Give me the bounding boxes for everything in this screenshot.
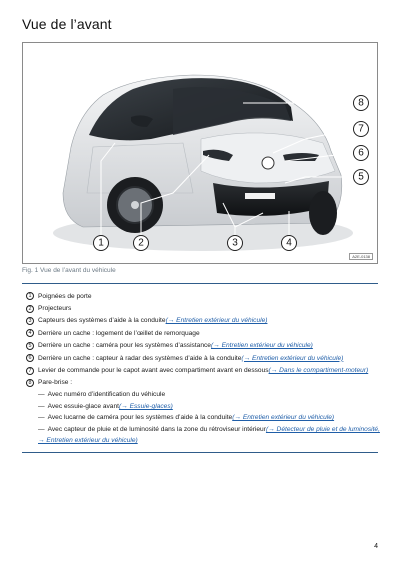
- page-number: 4: [374, 543, 378, 550]
- callout-5: [354, 170, 369, 185]
- item-text: Derrière un cache : capteur à radar des systèmes d’aide à la conduite: [38, 354, 242, 362]
- list-item: [26, 290, 376, 302]
- cross-reference-link[interactable]: (→ Entretien extérieur du véhicule): [165, 317, 268, 325]
- sub-list-item: [26, 412, 376, 424]
- item-number: 5: [26, 342, 34, 350]
- callout-7: [354, 122, 369, 137]
- item-text: Derrière un cache : caméra pour les systèmes d’assistance: [38, 342, 211, 350]
- svg-text:7: 7: [358, 123, 364, 135]
- list-item: [26, 315, 376, 327]
- callout-3: [228, 236, 243, 251]
- sub-item-text: Avec numéro d’identification du véhicule: [47, 391, 166, 399]
- sub-item-text: Avec essuie-glace avant: [47, 402, 119, 410]
- dash-bullet: —: [38, 402, 45, 410]
- sub-item-text: Avec capteur de pluie et de luminosité dans la zone du rétroviseur intérieur: [47, 425, 266, 433]
- svg-text:5: 5: [358, 171, 364, 183]
- item-text: Poignées de porte: [38, 292, 92, 300]
- list-item: [26, 340, 376, 352]
- item-number: 1: [26, 292, 34, 300]
- list-item: [26, 327, 376, 339]
- sub-list-item: [26, 424, 380, 436]
- list-item: [26, 377, 376, 389]
- callout-1: [94, 236, 109, 251]
- list-item: [26, 364, 376, 376]
- callout-2: [134, 236, 149, 251]
- svg-text:6: 6: [358, 147, 364, 159]
- divider-top: [22, 283, 378, 284]
- divider-bottom: [22, 452, 378, 453]
- callout-4: [282, 236, 297, 251]
- item-number: 3: [26, 317, 34, 325]
- rear-wheel: [309, 191, 337, 235]
- svg-text:8: 8: [358, 97, 364, 109]
- item-text: Derrière un cache : logement de l’œillet de remorquage: [38, 329, 200, 337]
- cross-reference-link[interactable]: (→ Essuie-glaces): [118, 402, 173, 410]
- list-item: [26, 352, 376, 364]
- cross-reference-link[interactable]: (→ Entretien extérieur du véhicule): [210, 342, 313, 350]
- cross-reference-link[interactable]: (→ Dans le compartiment-moteur): [268, 367, 369, 375]
- callout-8: [354, 96, 369, 111]
- cross-reference-link[interactable]: (→ Entretien extérieur du véhicule): [232, 414, 335, 422]
- dash-bullet: —: [38, 414, 45, 422]
- item-text: Capteurs des systèmes d’aide à la conduite: [38, 317, 166, 325]
- cross-reference-link[interactable]: (→ Détecteur de pluie et de luminosité,: [265, 425, 380, 433]
- callout-6: [354, 146, 369, 161]
- sub-list-item: [26, 389, 376, 401]
- item-number: 8: [26, 379, 34, 387]
- item-number: 7: [26, 367, 34, 375]
- figure-code: A2E-0138: [349, 253, 373, 260]
- item-number: 6: [26, 354, 34, 362]
- dash-bullet: —: [38, 425, 45, 433]
- svg-text:3: 3: [232, 237, 238, 249]
- sub-list-item: [26, 401, 376, 413]
- sub-list-item-continuation: [26, 435, 376, 447]
- vw-logo: [262, 157, 274, 169]
- svg-text:4: 4: [286, 237, 292, 249]
- cross-reference-link[interactable]: → Entretien extérieur du véhicule): [38, 437, 138, 445]
- sub-item-text: Avec lucarne de caméra pour les systèmes d’aide à la conduite: [47, 414, 233, 422]
- item-text: Pare-brise :: [38, 379, 73, 387]
- vehicle-illustration: [23, 43, 378, 264]
- list-item: [26, 302, 376, 314]
- dash-bullet: —: [38, 391, 45, 399]
- license-plate: [245, 193, 275, 199]
- cross-reference-link[interactable]: (→ Entretien extérieur du véhicule): [241, 354, 344, 362]
- item-number: 2: [26, 305, 34, 313]
- svg-text:2: 2: [138, 237, 144, 249]
- vehicle-front-figure: [22, 42, 378, 264]
- item-text: Levier de commande pour le capot avant avec compartiment avant en dessous: [38, 367, 269, 375]
- item-text: Projecteurs: [38, 305, 72, 313]
- svg-text:1: 1: [98, 237, 104, 249]
- headlight-right: [283, 153, 319, 161]
- legend-list: [26, 290, 380, 447]
- item-number: 4: [26, 329, 34, 337]
- page-title: Vue de l’avant: [22, 16, 112, 32]
- front-hub: [131, 201, 139, 209]
- figure-caption: Fig. 1 Vue de l’avant du véhicule: [22, 267, 116, 274]
